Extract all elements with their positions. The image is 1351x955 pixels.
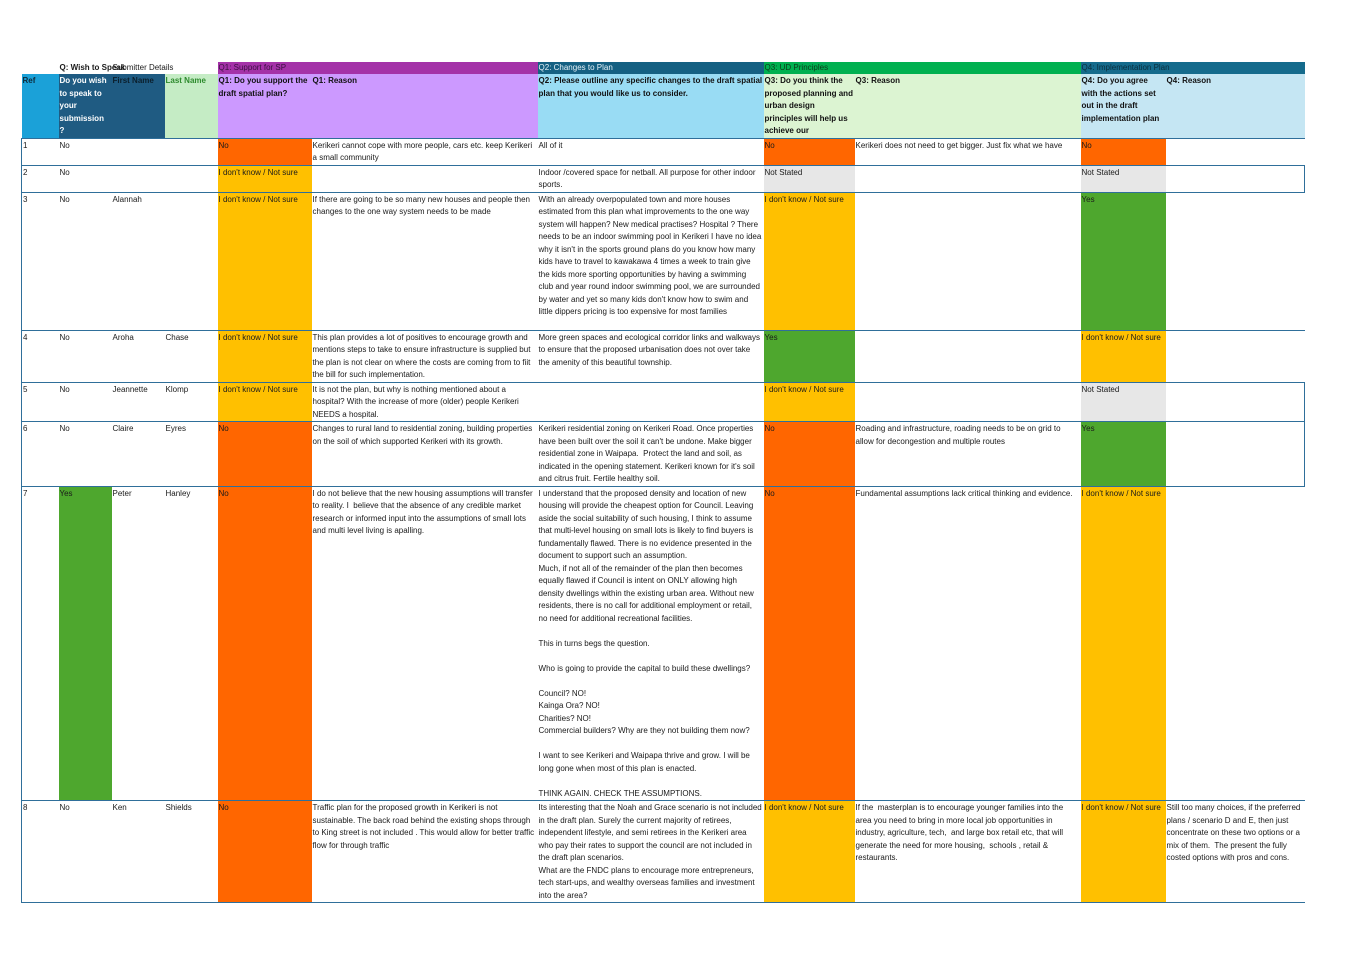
col-header-ref: Ref	[22, 74, 59, 138]
q3-reason-cell: Fundamental assumptions lack critical thinking and evidence.	[855, 486, 1081, 801]
ref-cell: 3	[22, 192, 59, 330]
col-header-q1: Q1: Do you support the draft spatial plan?	[218, 74, 312, 138]
group-header-q4: Q4: Implementation Plan	[1081, 62, 1305, 74]
q2-changes-cell: Kerikeri residential zoning on Kerikeri Road. Once properties have been built over the soil it can't be undone. Make bigger residential zone in Waipapa. Protect the land and soil, as indicated in the opening statement. Kerikeri known for it's soil and citrus fruit. Fertile healthy soil.	[538, 422, 764, 487]
q4-reason-cell	[1166, 382, 1305, 422]
first-name-cell	[112, 165, 165, 192]
q1-reason-cell: If there are going to be so many new houses and people then changes to the one way system needs to be made	[312, 192, 538, 330]
ref-cell: 5	[22, 382, 59, 422]
wish-to-speak-cell: No	[59, 382, 112, 422]
table-row	[22, 138, 1305, 165]
first-name-cell: Aroha	[112, 330, 165, 382]
ref-cell: 1	[22, 138, 59, 165]
group-header-row	[22, 62, 1305, 74]
q3-answer-cell: I don't know / Not sure	[764, 382, 855, 422]
q4-answer-cell: Not Stated	[1081, 165, 1166, 192]
q3-reason-cell: Kerikeri does not need to get bigger. Just fix what we have	[855, 138, 1081, 165]
q4-reason-cell	[1166, 192, 1305, 330]
q1-answer-cell: I don't know / Not sure	[218, 192, 312, 330]
q4-answer-cell: I don't know / Not sure	[1081, 801, 1166, 903]
last-name-cell: Chase	[165, 330, 218, 382]
q2-changes-cell: Its interesting that the Noah and Grace scenario is not included in the draft plan. Surely the current majority of retirees, independent lifestyle, and semi retirees in the Kerikeri area who pay their rates to support the council are not included in the draft plan scenarios. What are the FNDC plans to encourage more entrepreneurs, tech start-ups, and wealthy overseas families and investment into the area?	[538, 801, 764, 903]
submissions-spreadsheet	[21, 62, 1304, 903]
q4-reason-cell	[1166, 138, 1305, 165]
q1-reason-cell: This plan provides a lot of positives to encourage growth and mentions steps to take to ensure infrastructure is supplied but the plan is not clear on where the costs are coming from to fiit the bill for such implementation.	[312, 330, 538, 382]
q2-changes-cell: All of it	[538, 138, 764, 165]
first-name-cell: Alannah	[112, 192, 165, 330]
q1-reason-cell: Traffic plan for the proposed growth in Kerikeri is not sustainable. The back road behind the existing shops through to King street is not included . This would allow for better traffic flow for through traffic	[312, 801, 538, 903]
q2-changes-cell: Indoor /covered space for netball. All purpose for other indoor sports.	[538, 165, 764, 192]
q4-answer-cell: No	[1081, 138, 1166, 165]
q3-reason-cell: Roading and infrastructure, roading needs to be on grid to allow for decongestion and multiple routes	[855, 422, 1081, 487]
group-header-q2: Q2: Changes to Plan	[538, 62, 764, 74]
q4-reason-cell	[1166, 165, 1305, 192]
col-header-q3-reason: Q3: Reason	[855, 74, 1081, 138]
q3-answer-cell: I don't know / Not sure	[764, 801, 855, 903]
table-row	[22, 422, 1305, 487]
q1-answer-cell: I don't know / Not sure	[218, 382, 312, 422]
first-name-cell	[112, 138, 165, 165]
table-row	[22, 165, 1305, 192]
last-name-cell: Hanley	[165, 486, 218, 801]
q2-changes-cell: More green spaces and ecological corridor links and walkways to ensure that the proposed urbanisation does not over take the amenity of this beautiful township.	[538, 330, 764, 382]
q1-reason-cell: Changes to rural land to residential zoning, building properties on the soil of which supported Kerikeri with its growth.	[312, 422, 538, 487]
q4-reason-cell	[1166, 422, 1305, 487]
submissions-table	[21, 62, 1305, 903]
group-header-q3: Q3: UD Principles	[764, 62, 1081, 74]
column-header-row	[22, 74, 1305, 138]
last-name-cell: Shields	[165, 801, 218, 903]
group-header-q1: Q1: Support for SP	[218, 62, 538, 74]
wish-to-speak-cell: No	[59, 330, 112, 382]
last-name-cell: Klomp	[165, 382, 218, 422]
wish-to-speak-cell: No	[59, 192, 112, 330]
last-name-cell	[165, 165, 218, 192]
table-row	[22, 382, 1305, 422]
q2-changes-cell: I understand that the proposed density and location of new housing will provide the cheapest option for Council. Leaving aside the social suitability of such housing, I think to assume that multi-level housing on small lots is likely to find buyers is fundamentally flawed. There is no evidence presented in the document to support such an assumption. Much, if not all of the remainder of the plan then becomes equally flawed if Council is intent on ONLY allowing high density dwellings within the existing urban area. Without new residents, there is no call for additional employment or retail, no need for additional recreational facilities. This in turns begs the question. Who is going to provide the capital to build these dwellings? Council? NO! Kainga Ora? NO! Charities? NO! Commercial builders? Why are they not building them now? I want to see Kerikeri and Waipapa thrive and grow. I will be long gone when most of this plan is enacted. THINK AGAIN. CHECK THE ASSUMPTIONS.	[538, 486, 764, 801]
q4-answer-cell: Yes	[1081, 422, 1166, 487]
q3-answer-cell: Not Stated	[764, 165, 855, 192]
col-header-q1-reason: Q1: Reason	[312, 74, 538, 138]
q3-reason-cell	[855, 330, 1081, 382]
q1-answer-cell: No	[218, 486, 312, 801]
q3-reason-cell	[855, 382, 1081, 422]
ref-cell: 4	[22, 330, 59, 382]
q4-answer-cell: Yes	[1081, 192, 1166, 330]
q1-answer-cell: No	[218, 422, 312, 487]
group-header-wish: Q: Wish to Speak	[59, 63, 126, 72]
q3-answer-cell: No	[764, 422, 855, 487]
q2-changes-cell	[538, 382, 764, 422]
q3-reason-cell: If the masterplan is to encourage younger families into the area you need to bring in more local job opportunities in industry, agriculture, tech, and large box retail etc, that will generate the need for more housing, schools , retail & restaurants.	[855, 801, 1081, 903]
first-name-cell: Jeannette	[112, 382, 165, 422]
q3-answer-cell: No	[764, 138, 855, 165]
q1-answer-cell: No	[218, 138, 312, 165]
col-header-first-name: First Name	[112, 74, 165, 138]
ref-cell: 7	[22, 486, 59, 801]
wish-to-speak-cell: No	[59, 138, 112, 165]
table-row	[22, 330, 1305, 382]
wish-to-speak-cell: No	[59, 165, 112, 192]
q4-reason-cell: Still too many choices, if the preferred plans / scenario D and E, then just concentrate on these two options or a mix of them. The present the fully costed options with pros and cons.	[1166, 801, 1305, 903]
group-header-submitter: Submitter Details	[112, 63, 174, 72]
q1-reason-cell: Kerikeri cannot cope with more people, cars etc. keep Kerikeri a small community	[312, 138, 538, 165]
table-row	[22, 801, 1305, 903]
last-name-cell	[165, 138, 218, 165]
ref-cell: 6	[22, 422, 59, 487]
q1-reason-cell: I do not believe that the new housing assumptions will transfer to reality. I believe that the absence of any credible market research or informed input into the assumptions of small lots and multi level living is apalling.	[312, 486, 538, 801]
group-header-blank	[22, 62, 59, 74]
submission-rows	[22, 138, 1305, 903]
q1-answer-cell: No	[218, 801, 312, 903]
first-name-cell: Peter	[112, 486, 165, 801]
ref-cell: 8	[22, 801, 59, 903]
q1-reason-cell: It is not the plan, but why is nothing mentioned about a hospital? With the increase of more (older) people Kerikeri NEEDS a hospital.	[312, 382, 538, 422]
col-header-q3: Q3: Do you think the proposed planning and urban design principles will help us achieve our	[764, 74, 855, 138]
q4-reason-cell	[1166, 486, 1305, 801]
q1-answer-cell: I don't know / Not sure	[218, 330, 312, 382]
q3-answer-cell: No	[764, 486, 855, 801]
q3-answer-cell: Yes	[764, 330, 855, 382]
q4-reason-cell	[1166, 330, 1305, 382]
q1-answer-cell: I don't know / Not sure	[218, 165, 312, 192]
q4-answer-cell: Not Stated	[1081, 382, 1166, 422]
first-name-cell: Claire	[112, 422, 165, 487]
col-header-q4-reason: Q4: Reason	[1166, 74, 1305, 138]
col-header-q4: Q4: Do you agree with the actions set out in the draft implementation plan	[1081, 74, 1166, 138]
wish-to-speak-cell: No	[59, 801, 112, 903]
q3-answer-cell: I don't know / Not sure	[764, 192, 855, 330]
table-row	[22, 486, 1305, 801]
col-header-last-name: Last Name	[165, 74, 218, 138]
col-header-wish: Do you wish to speak to your submission ?	[59, 74, 112, 138]
q2-changes-cell: With an already overpopulated town and more houses estimated from this plan what improvements to the one way system will happen? New medical practises? Hospital ? There needs to be an indoor swimming pool in Kerikeri I have no idea why it isn't in the sports ground plans do you know how many kids have to travel to kawakawa 4 times a week to train give the kids more sporting opportunities by having a swimming club and year round indoor swimming pool, we are surrounded by water and yet so many kids don't know how to swim and little dippers pricing is too expensive for most families	[538, 192, 764, 330]
wish-to-speak-cell: Yes	[59, 486, 112, 801]
wish-to-speak-cell: No	[59, 422, 112, 487]
q4-answer-cell: I don't know / Not sure	[1081, 330, 1166, 382]
q1-reason-cell	[312, 165, 538, 192]
ref-cell: 2	[22, 165, 59, 192]
last-name-cell: Eyres	[165, 422, 218, 487]
q3-reason-cell	[855, 192, 1081, 330]
q3-reason-cell	[855, 165, 1081, 192]
first-name-cell: Ken	[112, 801, 165, 903]
last-name-cell	[165, 192, 218, 330]
q4-answer-cell: I don't know / Not sure	[1081, 486, 1166, 801]
col-header-q2: Q2: Please outline any specific changes to the draft spatial plan that you would like us to consider.	[538, 74, 764, 138]
table-row	[22, 192, 1305, 330]
